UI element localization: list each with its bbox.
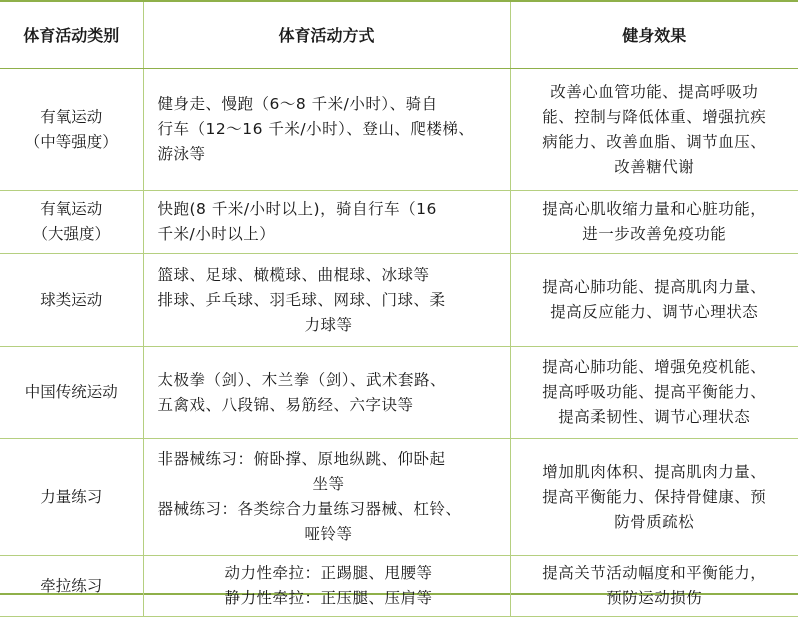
effect-text: 提高心肺功能、增强免疫机能、	[542, 358, 767, 376]
method-text: 健身走、慢跑（6～8 千米/小时）、骑自	[157, 95, 438, 113]
effect-cell	[510, 439, 798, 556]
effect-cell	[510, 191, 798, 254]
method-text: 力球等	[304, 315, 353, 334]
method-text: 排球、乒乓球、羽毛球、网球、门球、柔	[157, 290, 446, 309]
method-text: 行车（12～16 千米/小时）、登山、爬楼梯、	[157, 120, 475, 138]
category-text: （中等强度）	[24, 132, 118, 151]
method-text: 器械练习：各类综合力量练习器械、杠铃、	[157, 500, 462, 518]
effect-text: 进一步改善免疫功能	[582, 225, 727, 243]
effect-text: 提高柔韧性、调节心理状态	[558, 408, 751, 426]
effect-text: 提高平衡能力、保持骨健康、预	[542, 487, 767, 506]
category-cell	[0, 556, 143, 617]
method-text: 太极拳（剑）、木兰拳（剑）、武术套路、	[157, 370, 447, 389]
category-text: 中国传统运动	[24, 383, 118, 401]
table-row	[0, 69, 798, 191]
method-cell	[143, 556, 510, 617]
method-text: 动力性牵拉：正踢腿、甩腰等	[224, 564, 433, 582]
header-category: 体育活动类别	[0, 2, 143, 69]
category-cell	[0, 69, 143, 191]
category-cell	[0, 347, 143, 439]
table-row	[0, 347, 798, 439]
method-text: 游泳等	[157, 145, 206, 163]
effect-text: 能、控制与降低体重、增强抗疾	[542, 107, 767, 126]
effect-text: 病能力、改善血脂、调节血压、	[542, 132, 767, 151]
category-cell	[0, 254, 143, 347]
category-cell	[0, 439, 143, 556]
category-cell	[0, 191, 143, 254]
effect-text: 改善糖代谢	[614, 157, 695, 176]
effect-text: 提高呼吸功能、提高平衡能力、	[542, 383, 767, 401]
method-cell	[143, 254, 510, 347]
method-cell	[143, 347, 510, 439]
table-row	[0, 191, 798, 254]
effect-text: 提高心肌收缩力量和心脏功能，	[542, 200, 767, 218]
method-text: 坐等	[312, 475, 345, 493]
effect-text: 预防运动损伤	[606, 589, 703, 607]
category-text: 牵拉练习	[40, 576, 103, 595]
method-text: 千米/小时以上）	[157, 225, 276, 243]
effect-text: 提高反应能力、调节心理状态	[550, 303, 759, 321]
category-text: （大强度）	[32, 225, 110, 243]
effect-text: 增加肌肉体积、提高肌肉力量、	[542, 462, 767, 481]
method-cell	[143, 439, 510, 556]
header-method: 体育活动方式	[143, 2, 510, 69]
category-text: 力量练习	[40, 487, 103, 506]
effect-text: 防骨质疏松	[614, 512, 695, 531]
method-text: 篮球、足球、橄榄球、曲棍球、冰球等	[157, 265, 430, 284]
effect-cell	[510, 556, 798, 617]
effect-cell	[510, 69, 798, 191]
category-text: 球类运动	[40, 290, 103, 309]
method-text: 静力性牵拉：正压腿、压肩等	[224, 589, 433, 607]
category-text: 有氧运动	[40, 200, 103, 218]
method-cell	[143, 69, 510, 191]
method-text: 非器械练习：俯卧撑、原地纵跳、仰卧起	[157, 450, 446, 468]
table-header-row	[0, 2, 798, 69]
header-effect: 健身效果	[510, 2, 798, 69]
fitness-activity-table	[0, 2, 798, 617]
effect-text: 改善心血管功能、提高呼吸功	[550, 82, 759, 101]
table-row	[0, 439, 798, 556]
effect-text: 提高关节活动幅度和平衡能力，	[542, 564, 767, 582]
method-text: 五禽戏、八段锦、易筋经、六字诀等	[157, 395, 414, 414]
category-text: 有氧运动	[40, 107, 103, 126]
effect-cell	[510, 347, 798, 439]
method-text: 哑铃等	[304, 525, 353, 543]
method-cell	[143, 191, 510, 254]
method-text: 快跑(8 千米/小时以上)，骑自行车（16	[157, 200, 437, 218]
effect-text: 提高心肺功能、提高肌肉力量、	[542, 278, 767, 296]
effect-cell	[510, 254, 798, 347]
table-row	[0, 254, 798, 347]
table-row	[0, 556, 798, 617]
